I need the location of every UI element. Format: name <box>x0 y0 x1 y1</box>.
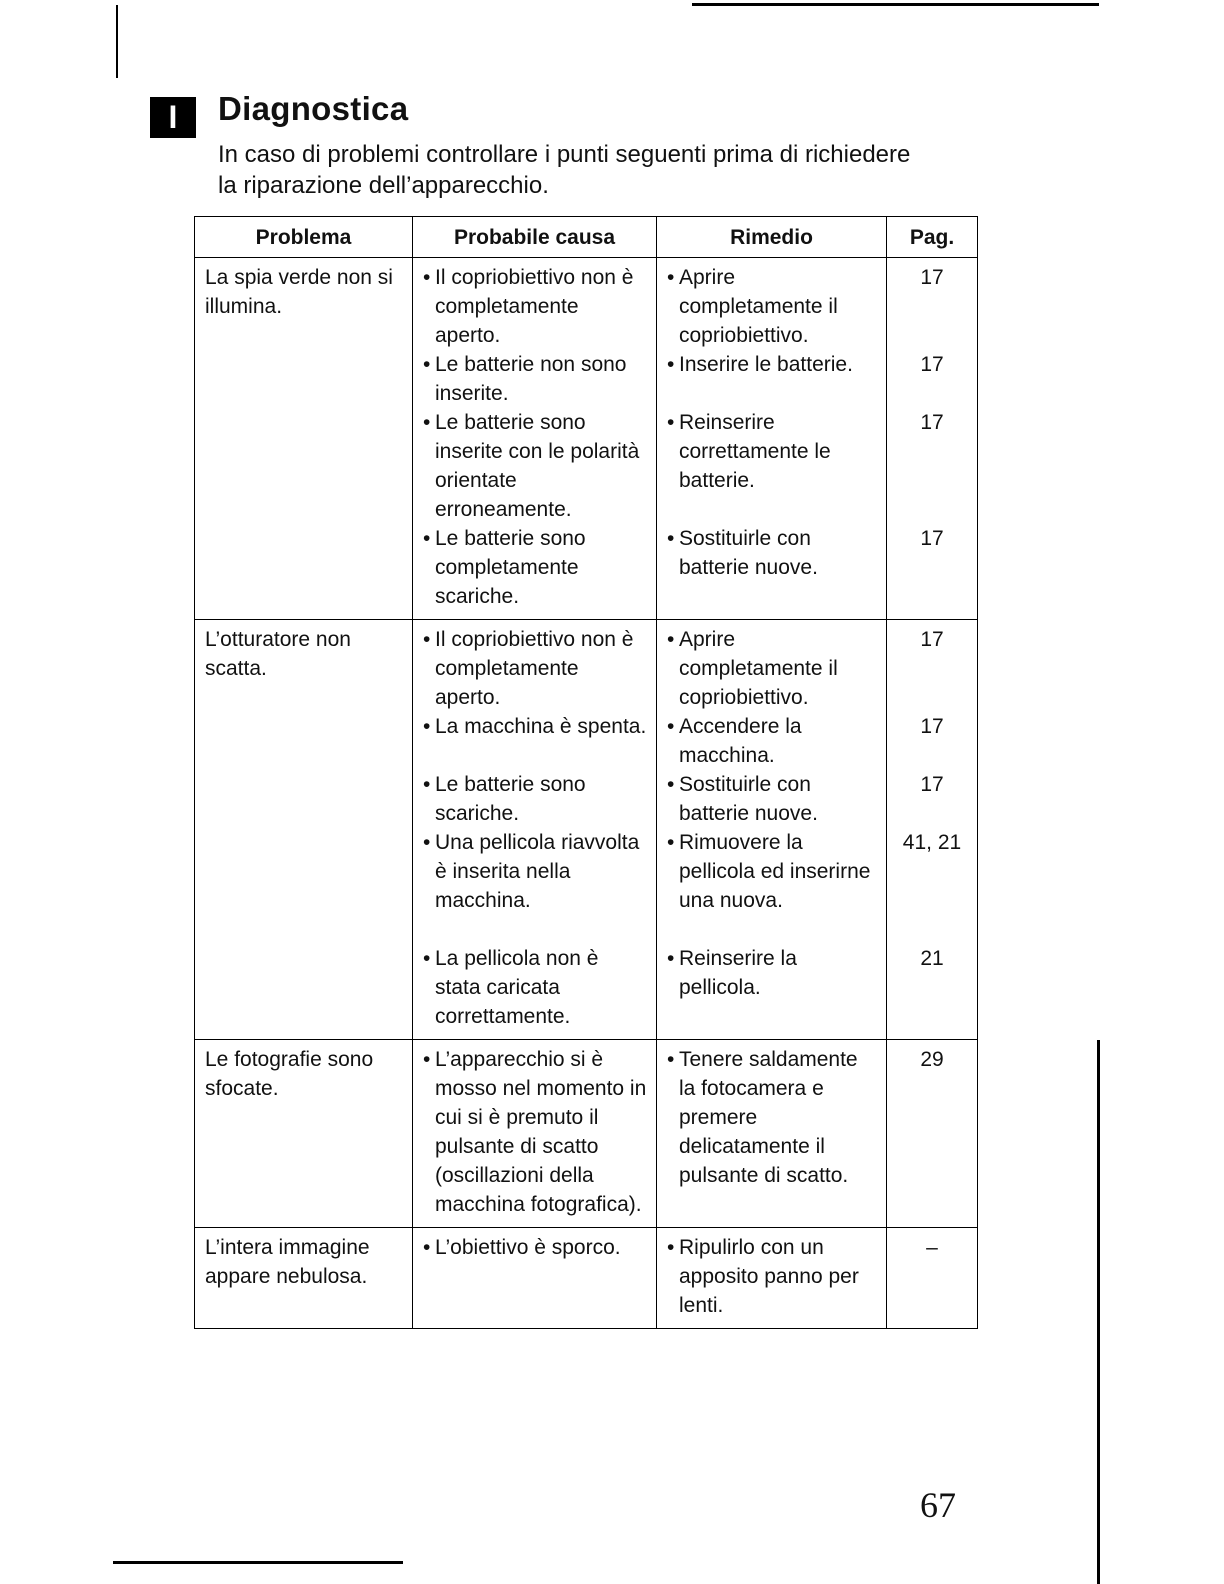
table-row <box>195 258 978 620</box>
header-problem: Problema <box>195 217 413 258</box>
table-header-row <box>195 217 978 258</box>
cause-item: • L’obiettivo è sporco. <box>423 1236 621 1259</box>
cause-item: • Le batterie non sono inserite. <box>423 353 627 405</box>
header-cause: Probabile causa <box>413 217 657 258</box>
remedy-item: • Tenere saldamente la fotocamera e premere delicatamente il pulsante di scatto. <box>667 1048 858 1187</box>
remedy-item: • Rimuovere la pellicola ed inserirne una nuova. <box>667 831 871 912</box>
page-cell <box>887 258 978 620</box>
page-ref: 17 <box>920 715 944 738</box>
remedy-item: • Reinserire la pellicola. <box>667 947 797 999</box>
remedy-item: • Inserire le batterie. <box>667 353 853 376</box>
cause-item: • Le batterie sono completamente scariche. <box>423 527 586 608</box>
diagnostics-table <box>194 216 978 1329</box>
remedy-cell <box>657 1040 887 1228</box>
right-edge-rule <box>1097 1040 1100 1584</box>
page-ref: 17 <box>920 628 944 651</box>
cause-cell <box>413 1228 657 1329</box>
cause-cell <box>413 258 657 620</box>
remedy-item: • Accendere la macchina. <box>667 715 802 767</box>
page-ref: 17 <box>920 266 944 289</box>
cause-item: • Una pellicola riavvolta è inserita nella macchina. <box>423 831 640 912</box>
page-ref: 17 <box>920 527 944 550</box>
remedy-cell <box>657 620 887 1040</box>
page-title: Diagnostica <box>218 90 409 127</box>
table-row <box>195 620 978 1040</box>
remedy-item: • Aprire completamente il copriobiettivo. <box>667 266 838 347</box>
remedy-item: • Sostituirle con batterie nuove. <box>667 773 818 825</box>
cause-item: • La pellicola non è stata caricata correttamente. <box>423 947 599 1028</box>
cause-item: • Le batterie sono scariche. <box>423 773 586 825</box>
cause-item: • Il copriobiettivo non è completamente aperto. <box>423 266 634 347</box>
cause-item: • L’apparecchio si è mosso nel momento in cui si è premuto il pulsante di scatto (oscillazioni della macchina fotografica). <box>423 1048 647 1216</box>
remedy-cell <box>657 258 887 620</box>
page-cell <box>887 1040 978 1228</box>
remedy-item: • Aprire completamente il copriobiettivo. <box>667 628 838 709</box>
remedy-item: • Reinserire correttamente le batterie. <box>667 411 831 492</box>
cause-item: • Il copriobiettivo non è completamente aperto. <box>423 628 634 709</box>
page-ref: – <box>926 1236 938 1259</box>
page-ref: 41, 21 <box>902 831 962 854</box>
remedy-item: • Ripulirlo con un apposito panno per lenti. <box>667 1236 859 1317</box>
bottom-rule <box>113 1561 403 1564</box>
header-remedy: Rimedio <box>657 217 887 258</box>
cause-item: • Le batterie sono inserite con le polarità orientate erroneamente. <box>423 411 640 521</box>
cause-cell <box>413 1040 657 1228</box>
table-row <box>195 1040 978 1228</box>
cause-item: • La macchina è spenta. <box>423 715 647 738</box>
top-rule <box>692 3 1099 6</box>
remedy-item: • Sostituirle con batterie nuove. <box>667 527 818 579</box>
section-marker: I <box>150 97 196 138</box>
page-cell <box>887 1228 978 1329</box>
page-cell <box>887 620 978 1040</box>
table-row <box>195 1228 978 1329</box>
cause-cell <box>413 620 657 1040</box>
problem-cell: L’intera immagine appare nebulosa. <box>195 1228 413 1329</box>
remedy-cell <box>657 1228 887 1329</box>
problem-cell: Le fotografie sono sfocate. <box>195 1040 413 1228</box>
problem-cell: La spia verde non si illumina. <box>195 258 413 620</box>
page-ref: 17 <box>920 353 944 376</box>
header-page: Pag. <box>887 217 978 258</box>
intro-text: In caso di problemi controllare i punti seguenti prima di richiedere la riparazione dell’apparecchio. <box>218 141 911 199</box>
page-ref: 29 <box>920 1048 944 1071</box>
problem-cell: L’otturatore non scatta. <box>195 620 413 1040</box>
page-ref: 17 <box>920 411 944 434</box>
page-number: 67 <box>920 1485 956 1525</box>
page-ref: 17 <box>920 773 944 796</box>
left-margin-rule <box>116 5 118 78</box>
page-ref: 21 <box>920 947 944 970</box>
